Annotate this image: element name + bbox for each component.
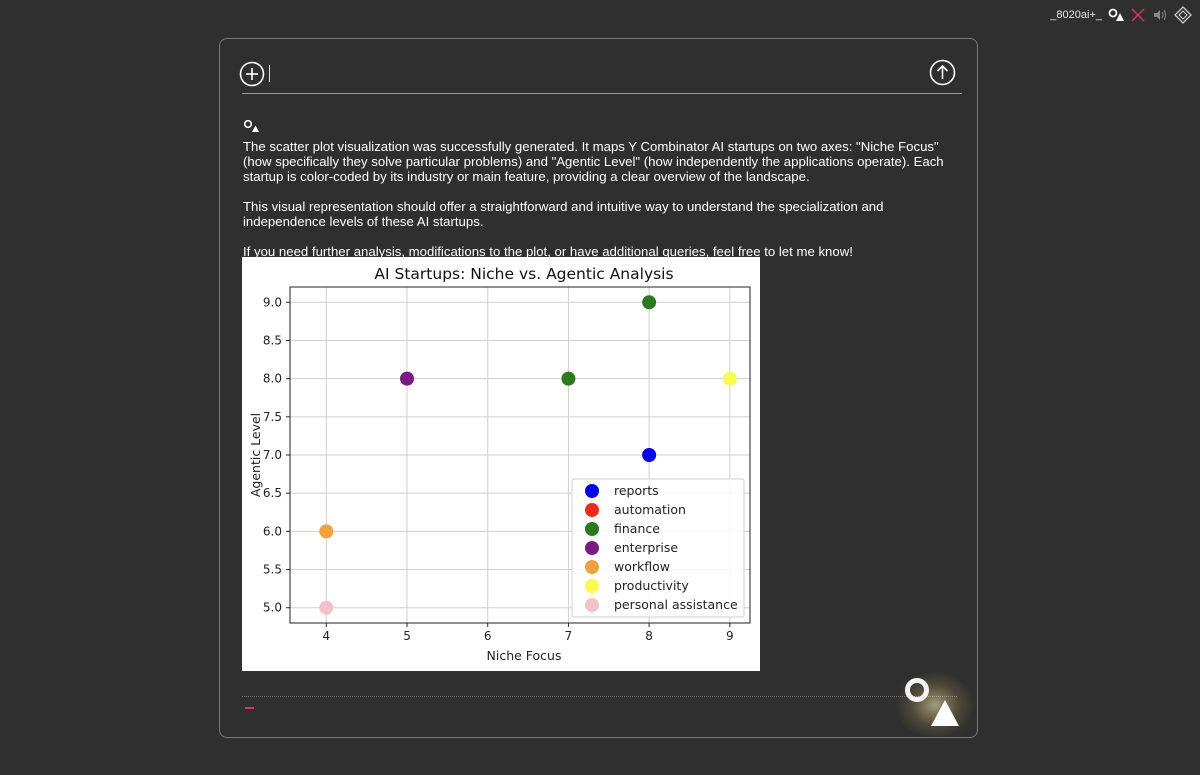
x-tick-label: 6 [483,629,492,643]
add-button[interactable] [239,61,265,87]
x-tick-label: 7 [564,629,573,643]
legend-marker [585,579,599,593]
legend-label: finance [614,521,660,536]
data-point-enterprise [400,372,414,386]
y-tick-label: 7.5 [262,409,282,424]
circle-triangle-icon[interactable] [1108,8,1124,22]
legend-marker [585,503,599,517]
chart-title: AI Startups: Niche vs. Agentic Analysis [374,265,674,283]
send-button[interactable] [929,59,956,86]
chart-legend [572,479,744,617]
status-indicator [245,707,254,709]
legend-label: productivity [614,578,689,593]
data-point-finance [561,372,575,386]
legend-marker [585,541,599,555]
assistant-launcher-icon[interactable] [895,670,975,740]
legend-marker [585,598,599,612]
x-tick-label: 4 [322,629,331,643]
bottom-divider [242,696,957,697]
legend-label: automation [614,502,686,517]
assistant-message [243,139,953,259]
x-tick-label: 9 [726,629,734,643]
y-tick-label: 6.0 [262,524,282,539]
y-tick-label: 8.0 [262,371,282,386]
legend-label: enterprise [614,540,679,555]
y-tick-label: 5.5 [262,562,282,577]
y-tick-label: 7.0 [262,448,282,462]
data-point-workflow [319,524,333,538]
message-paragraph: If you need further analysis, modifications to the plot, or have additional queries, feel free to let me know! [243,244,853,259]
top-bar [1050,6,1192,24]
x-tick-label: 8 [645,629,653,643]
diamond-logo-icon[interactable] [1174,6,1192,24]
brand-label: _8020ai+_ [1050,9,1102,21]
data-point-reports [642,448,656,462]
close-icon[interactable] [1130,7,1146,23]
legend-marker [585,484,599,498]
x-tick-label: 5 [403,629,411,643]
y-tick-label: 9.0 [262,295,282,310]
x-axis-label: Niche Focus [486,648,562,663]
y-tick-label: 5.0 [262,600,282,615]
data-point-personal-assistance [319,601,333,615]
legend-label: reports [614,483,659,498]
y-tick-label: 8.5 [262,333,282,348]
legend-label: workflow [614,559,670,574]
assistant-avatar-icon [243,119,261,133]
data-point-finance [642,295,656,309]
text-input-caret[interactable] [269,65,270,82]
message-paragraph: The scatter plot visualization was successfully generated. It maps Y Combinator AI startups on two axes: "Niche Focus" (how specifically they solve particular problems) and "Agentic Level" (how independently the applications operate). Each startup is color-coded by its industry or main feature, providing a clear overview of the landscape. [243,139,944,184]
speaker-icon[interactable] [1152,7,1168,23]
y-tick-label: 6.5 [262,486,282,501]
data-point-productivity [723,372,737,386]
y-axis-label: Agentic Level [248,412,263,498]
scatter-chart [242,257,760,671]
input-underline [242,93,962,94]
legend-marker [585,560,599,574]
message-paragraph: This visual representation should offer a straightforward and intuitive way to understand the specialization and independence levels of these AI startups. [243,199,884,229]
legend-label: personal assistance [614,597,738,612]
legend-marker [585,522,599,536]
